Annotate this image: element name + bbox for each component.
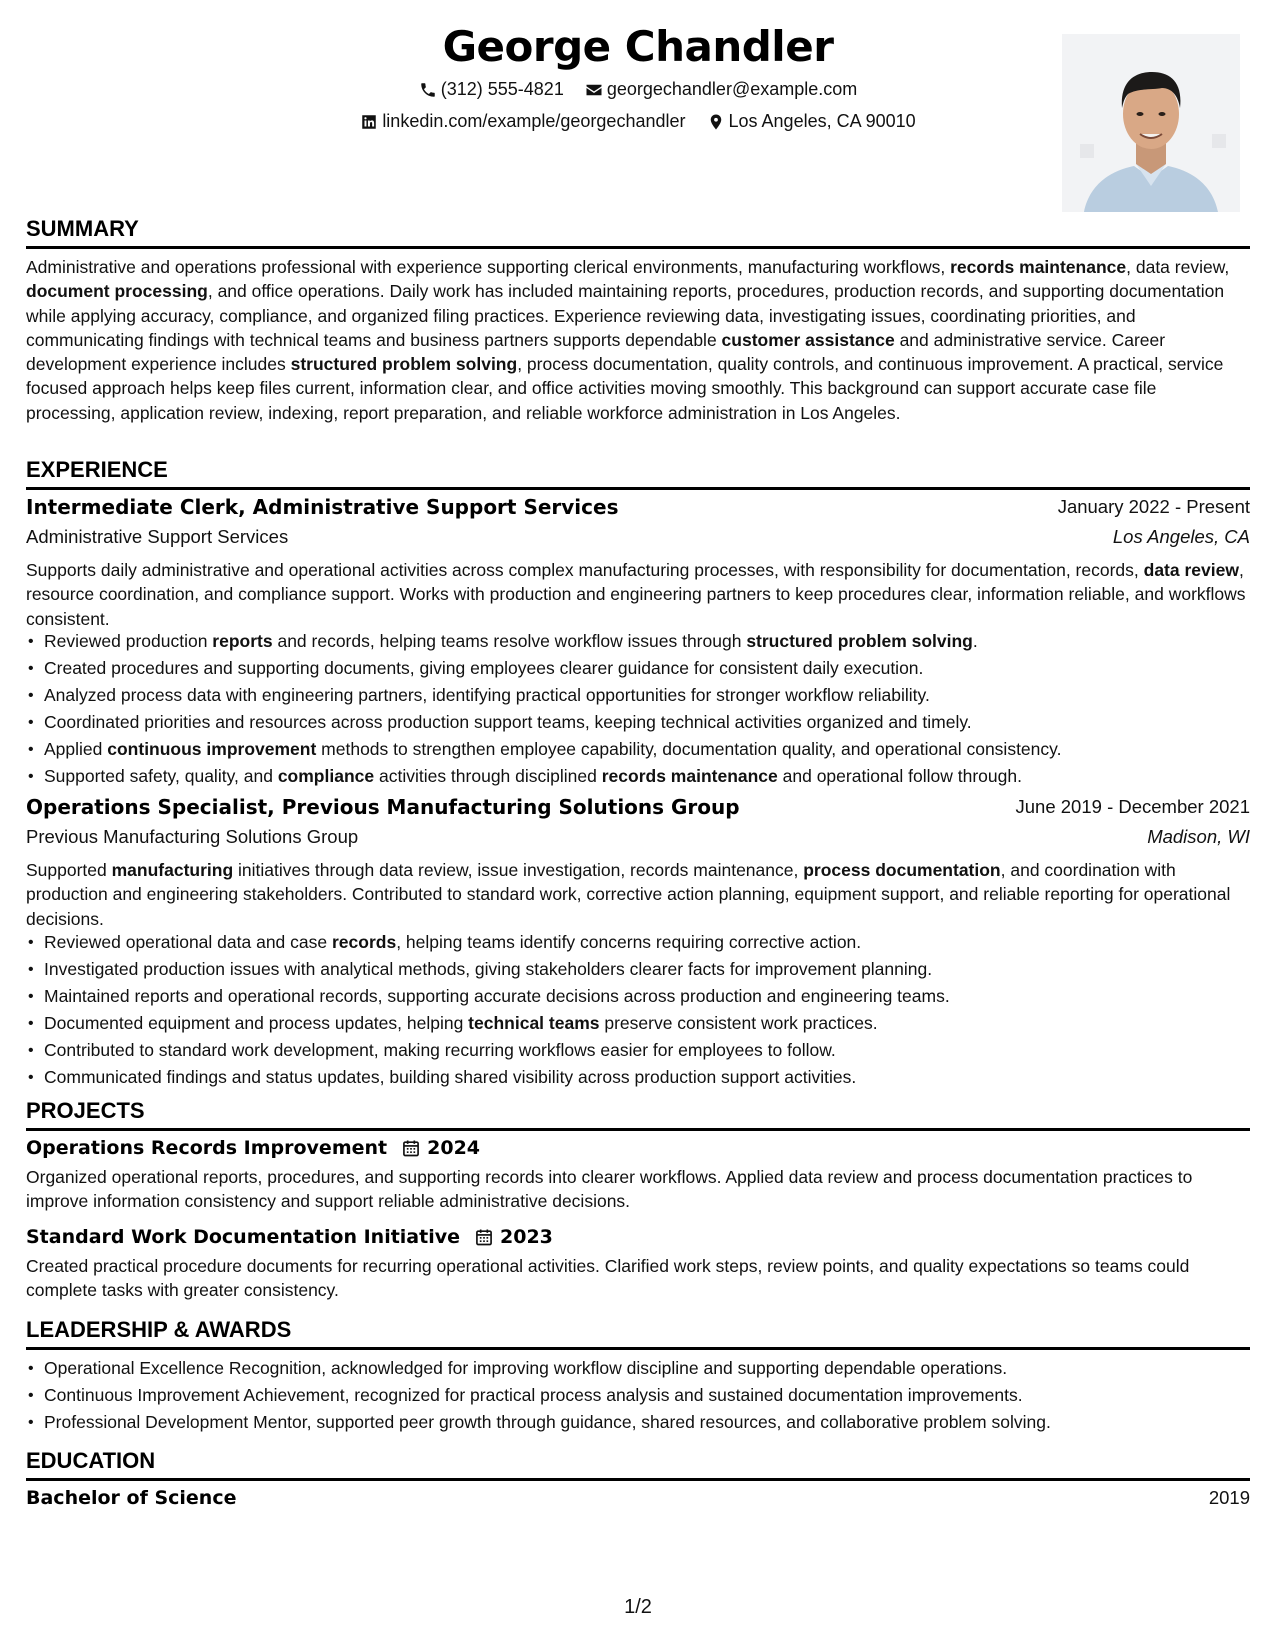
education-degree: Bachelor of Science [26,1487,237,1509]
project-1-title-row [26,1137,480,1159]
list-item: • Contributed to standard work development, making recurring workflows easier for employees to follow. [44,1037,1268,1064]
list-item: • Applied continuous improvement methods to strengthen employee capability, documentation quality, and operational consistency. [44,736,1268,763]
project-1-title: Operations Records Improvement [26,1137,388,1159]
education-year: 2019 [1208,1487,1250,1508]
list-item: • Created procedures and supporting documents, giving employees clearer guidance for consistent daily execution. [44,655,1268,682]
list-item: • Reviewed operational data and case records, helping teams identify concerns requiring corrective action. [44,929,1268,956]
job-2-title: Operations Specialist, Previous Manufacturing Solutions Group [26,795,740,819]
email-text[interactable]: georgechandler@example.com [606,79,858,99]
envelope-icon [585,81,603,99]
linkedin-contact[interactable] [360,111,685,132]
job-1-bullets [26,628,1268,790]
location-contact [707,111,916,132]
candidate-name: George Chandler [442,22,834,71]
page-number: 1/2 [624,1596,652,1618]
location-text: Los Angeles, CA 90010 [728,111,916,131]
linkedin-icon [360,113,378,131]
job-1-company: Administrative Support Services [26,526,289,547]
project-1-year: 2024 [427,1137,481,1159]
job-1-description: Supports daily administrative and operational activities across complex manufacturing processes, with responsibility for documentation, records, data review, resource coordination, and compliance support. Works with production and engineering partners to keep procedures clear, information reliable, and workflows consistent. [26,560,1246,629]
job-2-location: Madison, WI [1147,826,1250,847]
project-2-title: Standard Work Documentation Initiative [26,1226,460,1248]
list-item: • Professional Development Mentor, supported peer growth through guidance, shared resources, and collaborative problem solving. [44,1409,1268,1436]
profile-photo [1062,34,1240,212]
summary-text: Administrative and operations professional with experience supporting clerical environments, manufacturing workflows, records maintenance, data review, document processing, and office operations. Daily work has included maintaining reports, procedures, production records, and supporting documentation while applying accuracy, compliance, and organized filing practices. Experience reviewing data, investigating issues, coordinating priorities, and communicating findings with technical teams and business partners supports dependable customer assistance and administrative service. Career development experience includes structured problem solving, process documentation, quality controls, and continuous improvement. A practical, service focused approach helps keep files current, information clear, and office activities moving smoothly. This background can support accurate case file processing, application review, indexing, report preparation, and reliable workforce administration in Los Angeles. [26,257,1230,423]
project-2-year: 2023 [500,1226,553,1248]
job-1-title: Intermediate Clerk, Administrative Support Services [26,495,619,519]
list-item: • Coordinated priorities and resources across production support teams, keeping technical activities organized and timely. [44,709,1268,736]
job-1-dates: January 2022 - Present [1057,496,1250,517]
experience-heading: EXPERIENCE [26,457,1250,490]
job-2-bullets [26,929,1268,1091]
project-2-title-row [26,1226,553,1248]
list-item: • Documented equipment and process updates, helping technical teams preserve consistent work practices. [44,1010,1268,1037]
leadership-list [26,1355,1268,1436]
job-2-dates: June 2019 - December 2021 [1015,796,1250,817]
education-heading: EDUCATION [26,1448,1250,1481]
linkedin-text[interactable]: linkedin.com/example/georgechandler [382,111,686,131]
phone-icon [419,81,437,99]
list-item: • Analyzed process data with engineering partners, identifying practical opportunities for stronger workflow reliability. [44,682,1268,709]
map-pin-icon [707,113,725,131]
list-item: • Continuous Improvement Achievement, recognized for practical process analysis and sustained documentation improvements. [44,1382,1268,1409]
summary-heading: SUMMARY [26,216,1250,249]
list-item: • Reviewed production reports and records, helping teams resolve workflow issues through structured problem solving. [44,628,1268,655]
list-item: • Communicated findings and status updates, building shared visibility across production support activities. [44,1064,1268,1091]
list-item: • Operational Excellence Recognition, acknowledged for improving workflow discipline and supporting dependable operations. [44,1355,1268,1382]
list-item: • Investigated production issues with analytical methods, giving stakeholders clearer facts for improvement planning. [44,956,1268,983]
resume-page [26,0,1250,1650]
projects-heading: PROJECTS [26,1098,1250,1131]
portrait-image [1062,34,1240,212]
phone-contact [419,79,564,100]
project-2-description: Created practical procedure documents for recurring operational activities. Clarified work steps, review points, and quality expectations so teams could complete tasks with greater consistency. [26,1256,1190,1301]
job-1-location: Los Angeles, CA [1112,526,1250,547]
calendar-icon [401,1138,421,1158]
leadership-heading: LEADERSHIP & AWARDS [26,1317,1250,1350]
job-2-description: Supported manufacturing initiatives through data review, issue investigation, records maintenance, process documentation, and coordination with production and engineering stakeholders. Contributed to standard work, corrective action planning, equipment support, and reliable reporting for operational decisions. [26,860,1231,929]
email-contact[interactable] [585,79,857,100]
calendar-icon [474,1227,494,1247]
phone-text: (312) 555-4821 [440,79,564,99]
job-2-company: Previous Manufacturing Solutions Group [26,826,359,847]
list-item: • Supported safety, quality, and compliance activities through disciplined records maintenance and operational follow through. [44,763,1268,790]
project-1-description: Organized operational reports, procedures, and supporting records into clearer workflows. Applied data review and process documentation practices to improve information consistency and support reliable administrative decisions. [26,1167,1193,1212]
list-item: • Maintained reports and operational records, supporting accurate decisions across production and engineering teams. [44,983,1268,1010]
